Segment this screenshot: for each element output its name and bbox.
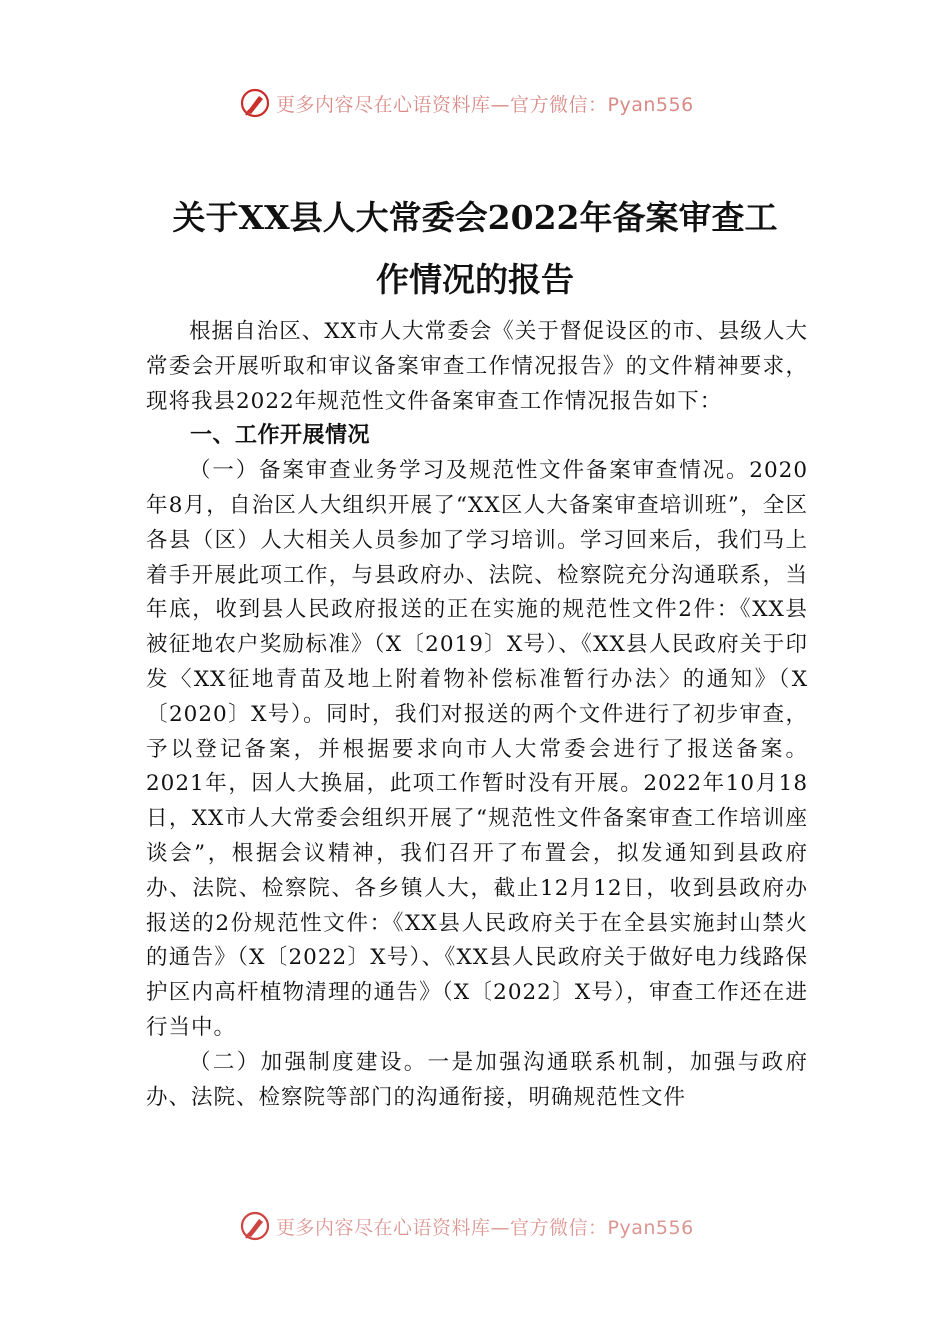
document-title-line1: 关于XX县人大常委会2022年备案审查工 <box>172 198 778 237</box>
watermark-text: 更多内容尽在心语资料库—官方微信：Pyan556 <box>276 1216 694 1239</box>
document-body <box>146 315 808 1115</box>
watermark-header <box>238 85 694 121</box>
document-title-line2: 作情况的报告 <box>376 260 574 299</box>
paragraph-section-2: （二）加强制度建设。一是加强沟通联系机制，加强与政府办、法院、检察院等部门的沟通衔接，明确规范性文件 <box>146 1049 808 1110</box>
pen-nib-logo-icon <box>238 86 272 120</box>
watermark-footer <box>238 1208 694 1244</box>
paragraph-intro: 根据自治区、XX市人大常委会《关于督促设区的市、县级人大常委会开展听取和审议备案审查工作情况报告》的文件精神要求，现将我县2022年规范性文件备案审查工作情况报告如下： <box>146 319 808 414</box>
pen-nib-logo-icon <box>238 1209 272 1243</box>
section-heading: 一、工作开展情况 <box>190 423 371 449</box>
paragraph-section-1: （一）备案审查业务学习及规范性文件备案审查情况。2020年8月，自治区人大组织开展了“XX区人大备案审查培训班”，全区各县（区）人大相关人员参加了学习培训。学习回来后，我们马上着手开展此项工作，与县政府办、法院、检察院充分沟通联系，当年底，收到县人民政府报送的正在实施的规范性文件2件：《XX县被征地农户奖励标准》（X〔2019〕X号）、《XX县人民政府关于印发〈XX征地青苗及地上附着物补偿标准暂行办法〉的通知》（X〔2020〕X号）。同时，我们对报送的两个文件进行了初步审查，予以登记备案，并根据要求向市人大常委会进行了报送备案。2021年，因人大换届，此项工作暂时没有开展。2022年10月18日，XX市人大常委会组织开展了“规范性文件备案审查工作培训座谈会”，根据会议精神，我们召开了布置会，拟发通知到县政府办、法院、检察院、各乡镇人大，截止12月12日，收到县政府办报送的2份规范性文件：《XX县人民政府关于在全县实施封山禁火的通告》（X〔2022〕X号）、《XX县人民政府关于做好电力线路保护区内高杆植物清理的通告》（X〔2022〕X号），审查工作还在进行当中。 <box>146 458 808 1040</box>
watermark-text: 更多内容尽在心语资料库—官方微信：Pyan556 <box>276 93 694 116</box>
